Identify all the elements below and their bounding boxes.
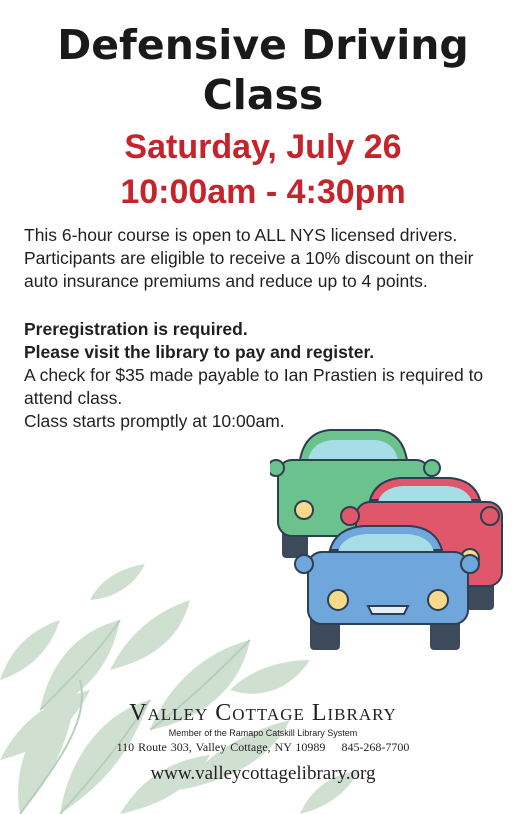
library-address: 110 Route 303, Valley Cottage, NY 10989 [116,740,326,754]
description-line-1: This 6-hour course is open to ALL NYS licensed drivers. [24,225,458,245]
preregistration-notice: Preregistration is required. [24,319,248,339]
library-contact [0,740,526,755]
start-time-notice: Class starts promptly at 10:00am. [24,411,285,431]
description-line-2: Participants are eligible to receive a 10% discount on their [24,248,474,268]
visit-library-notice: Please visit the library to pay and register. [24,342,375,362]
event-time: 10:00am - 4:30pm [120,173,406,211]
title-line-2: Class [202,71,324,119]
description-line-3: auto insurance premiums and reduce up to 4 points. [24,271,428,291]
library-website: www.valleycottagelibrary.org [150,763,376,784]
event-date: Saturday, July 26 [124,128,402,166]
payment-line-2: attend class. [24,388,123,408]
library-system-membership: Member of the Ramapo Catskill Library System [168,728,358,738]
payment-line-1: A check for $35 made payable to Ian Prastien is required to [24,365,484,385]
registration-info [24,318,504,433]
three-cars-icon [270,420,510,660]
course-description [24,224,504,293]
title-line-1: Defensive Driving [57,21,469,69]
page-title [0,20,526,120]
library-name: Valley Cottage Library [129,700,397,726]
library-phone: 845-268-7700 [341,740,410,754]
